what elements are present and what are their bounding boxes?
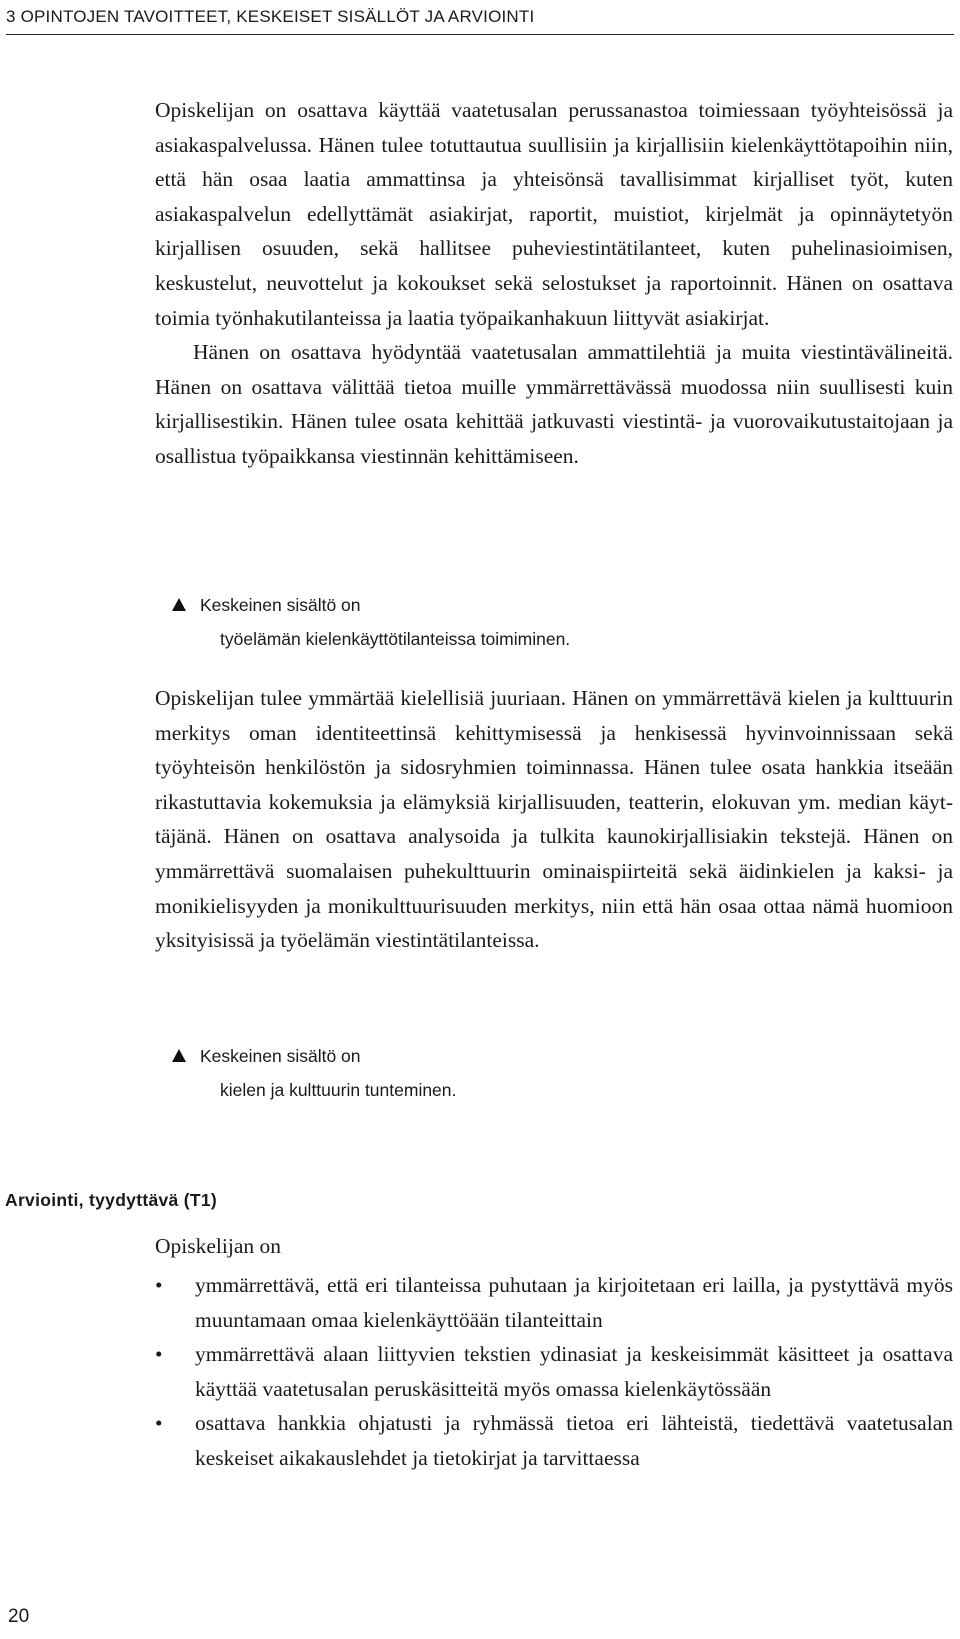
section-2-text (155, 681, 953, 958)
list-item: • osattava hankkia ohjatusti ja ryhmässä tietoa eri lähteistä, tiedettävä vaatetusalan keskeiset aikakauslehdet ja tietokirjat ja tarvittaessa (155, 1406, 953, 1475)
list-item: • ymmärrettävä, että eri tilanteissa puhutaan ja kirjoitetaan eri lailla, ja pystyttävä myös muuntamaan omaa kielenkäyttöään tilanteittain (155, 1268, 953, 1337)
bullet-icon: • (155, 1411, 163, 1436)
key-content-label: Keskeinen sisältö on (200, 595, 361, 615)
triangle-icon (172, 598, 186, 611)
assessment-heading: Arviointi, tyydyttävä (T1) (5, 1190, 218, 1210)
page-number: 20 (8, 1606, 30, 1627)
triangle-icon (172, 1049, 186, 1062)
key-content-value: työelämän kielenkäyttötilanteissa toimiminen. (220, 629, 571, 649)
paragraph: Opiskelijan tulee ymmärtää kielellisiä juuriaan. Hänen on ymmärrettävä kielen ja kulttuurin merkitys oman identiteettinsä kehittymisessä ja henkisessä hyvinvoinnissaan sekä työyhteisön henkilöstön ja sidosryhmien toiminnassa. Hänen tulee osata hankkia itseään rikastuttavia kokemuksia ja elämyksiä kirjallisuuden, teatterin, elokuvan ym. median käyttäjänä. Hänen on osattava analysoida ja tulkita kaunokirjallisiakin tekstejä. Hänen on ymmärrettävä suomalaisen puhekulttuurin ominaispiirteitä sekä äidinkielen ja kaksi- ja monikielisyyden ja monikulttuurisuuden merkitys, niin että hän osaa ottaa nämä huomioon yksityisissä ja työelämän viestintätilanteissa. (155, 686, 953, 953)
bullet-icon: • (155, 1273, 163, 1297)
assessment-list (155, 1268, 953, 1476)
chapter-title: 3 OPINTOJEN TAVOITTEET, KESKEISET SISÄLLÖT JA ARVIOINTI (6, 7, 535, 26)
paragraph: Hänen on osattava hyödyntää vaatetusalan ammattilehtiä ja muita viestintävälineitä. Hänen on osattava välittää tietoa muille ymmärrettävässä muodossa niin suullisesti kuin kirjallisestikin. Hänen tulee osata kehittää jatkuvasti viestintä- ja vuorovaikutustaitojaan ja osallistua työpaikkansa viestinnän kehittämiseen. (155, 340, 953, 468)
key-content-box (158, 1039, 456, 1107)
running-header (6, 4, 954, 35)
section-1-text (155, 93, 953, 474)
key-content-value: kielen ja kulttuurin tunteminen. (220, 1080, 457, 1100)
list-item: • ymmärrettävä alaan liittyvien tekstien ydinasiat ja keskeisimmät käsitteet ja osattava käyttää vaatetusalan peruskäsitteitä myös omassa kielenkäytössään (155, 1337, 953, 1406)
paragraph: Opiskelijan on osattava käyttää vaatetusalan perussanastoa toimiessaan työyhteisössä ja asiakaspalvelussa. Hänen tulee totuttautua suullisiin ja kirjallisiin kielenkäyttötapoihin niin, että hän osaa laatia ammattinsa ja yhteisönsä tavallisimmat kirjalliset työt, kuten asiakaspalvelun edellyttämät asiakirjat, raportit, muistiot, kirjelmät ja opinnäytetyön kirjallisen osuuden, sekä hallitsee puheviestintätilanteet, kuten puhelinasioimisen, keskustelut, neuvottelut ja kokoukset sekä selostukset ja raportoinnit. Hänen on osattava toimia työnhakutilanteissa ja laatia työpaikanhakuun liittyvät asiakirjat. (155, 98, 953, 330)
key-content-box (158, 588, 570, 656)
assessment-intro: Opiskelijan on (155, 1234, 281, 1258)
key-content-label: Keskeinen sisältö on (200, 1046, 361, 1066)
bullet-icon: • (155, 1342, 163, 1367)
